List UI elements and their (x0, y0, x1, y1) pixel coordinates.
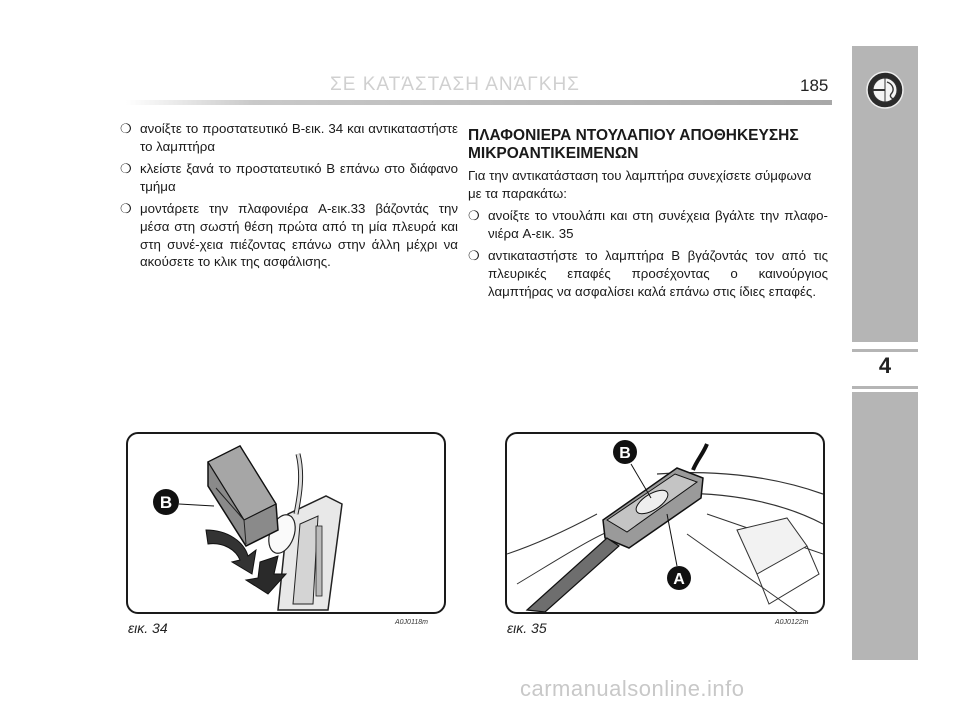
chapter-number: 4 (878, 353, 892, 378)
figure-code: A0J0118m (395, 619, 428, 626)
callout-label-a: A (673, 571, 685, 588)
bullet-text: κλείστε ξανά το προστατευτικό B επάνω στο διάφανο τμήμα (140, 161, 458, 194)
bullet-item (120, 160, 458, 195)
section-heading: ΣΕ ΚΑΤΆΣΤΑΣΗ ΑΝΆΓΚΗΣ (330, 74, 580, 95)
bullet-text: ανοίξτε το ντουλάπι και στη συνέχεια βγάλτε την πλαφο-νιέρα A-εικ. 35 (488, 208, 828, 241)
bullet-icon: ❍ (468, 248, 480, 264)
lamp-cover-drawing (128, 434, 444, 612)
figure-35-illustration (505, 432, 825, 614)
right-column (468, 120, 828, 305)
figure-caption: εικ. 35 (507, 620, 547, 636)
bullet-item (120, 120, 458, 155)
bullet-item (468, 247, 828, 300)
watermark: carmanualsonline.info (520, 676, 745, 701)
figure-caption: εικ. 34 (128, 620, 168, 636)
header-divider (126, 100, 832, 105)
bullet-icon: ❍ (468, 208, 480, 224)
bullet-icon: ❍ (120, 121, 132, 136)
bullet-text: μοντάρετε την πλαφονιέρα A-εικ.33 βάζοντάς την μέσα στη σωστή θέση πρώτα από τη μία πλευρά και στη συνέ-χεια πιέζοντας επάνω στην άλλη μέχρι να ακούσετε το κλικ της ασφάλισης. (140, 201, 458, 270)
subsection-title: ΠΛΑΦΟΝΙΕΡΑ ΝΤΟΥΛΑΠΙΟΥ ΑΠΟΘΗΚΕΥΣΗΣ ΜΙΚΡΟΑΝΤΙΚΕΙΜΕΝΩΝ (468, 127, 799, 162)
figure-34-illustration (126, 432, 446, 614)
alfa-romeo-badge-icon (865, 70, 905, 110)
figure-code: A0J0122m (775, 619, 809, 626)
bullet-text: ανοίξτε το προστατευτικό B-εικ. 34 και αντικαταστήστε το λαμπτήρα (140, 121, 458, 154)
storage-lamp-drawing (507, 434, 823, 612)
intro-paragraph: Για την αντικατάσταση του λαμπτήρα συνεχίσετε σύμφωνα με τα παρακάτω: (468, 168, 812, 201)
left-column (120, 120, 458, 276)
callout-label-b: B (159, 493, 173, 512)
bullet-icon: ❍ (120, 161, 132, 177)
bullet-item (120, 200, 458, 270)
bullet-item (468, 207, 828, 242)
page-number: 185 (800, 76, 829, 95)
callout-label-b: B (619, 445, 631, 462)
bullet-icon: ❍ (120, 201, 132, 217)
chapter-tab-bottom (852, 392, 918, 660)
bullet-text: αντικαταστήστε το λαμπτήρα B βγάζοντάς τον από τις πλευρικές επαφές προσέχοντας ο καινούργιος λαμπτήρας να ασφαλίσει καλά επάνω στις ίδιες επαφές. (488, 248, 828, 299)
